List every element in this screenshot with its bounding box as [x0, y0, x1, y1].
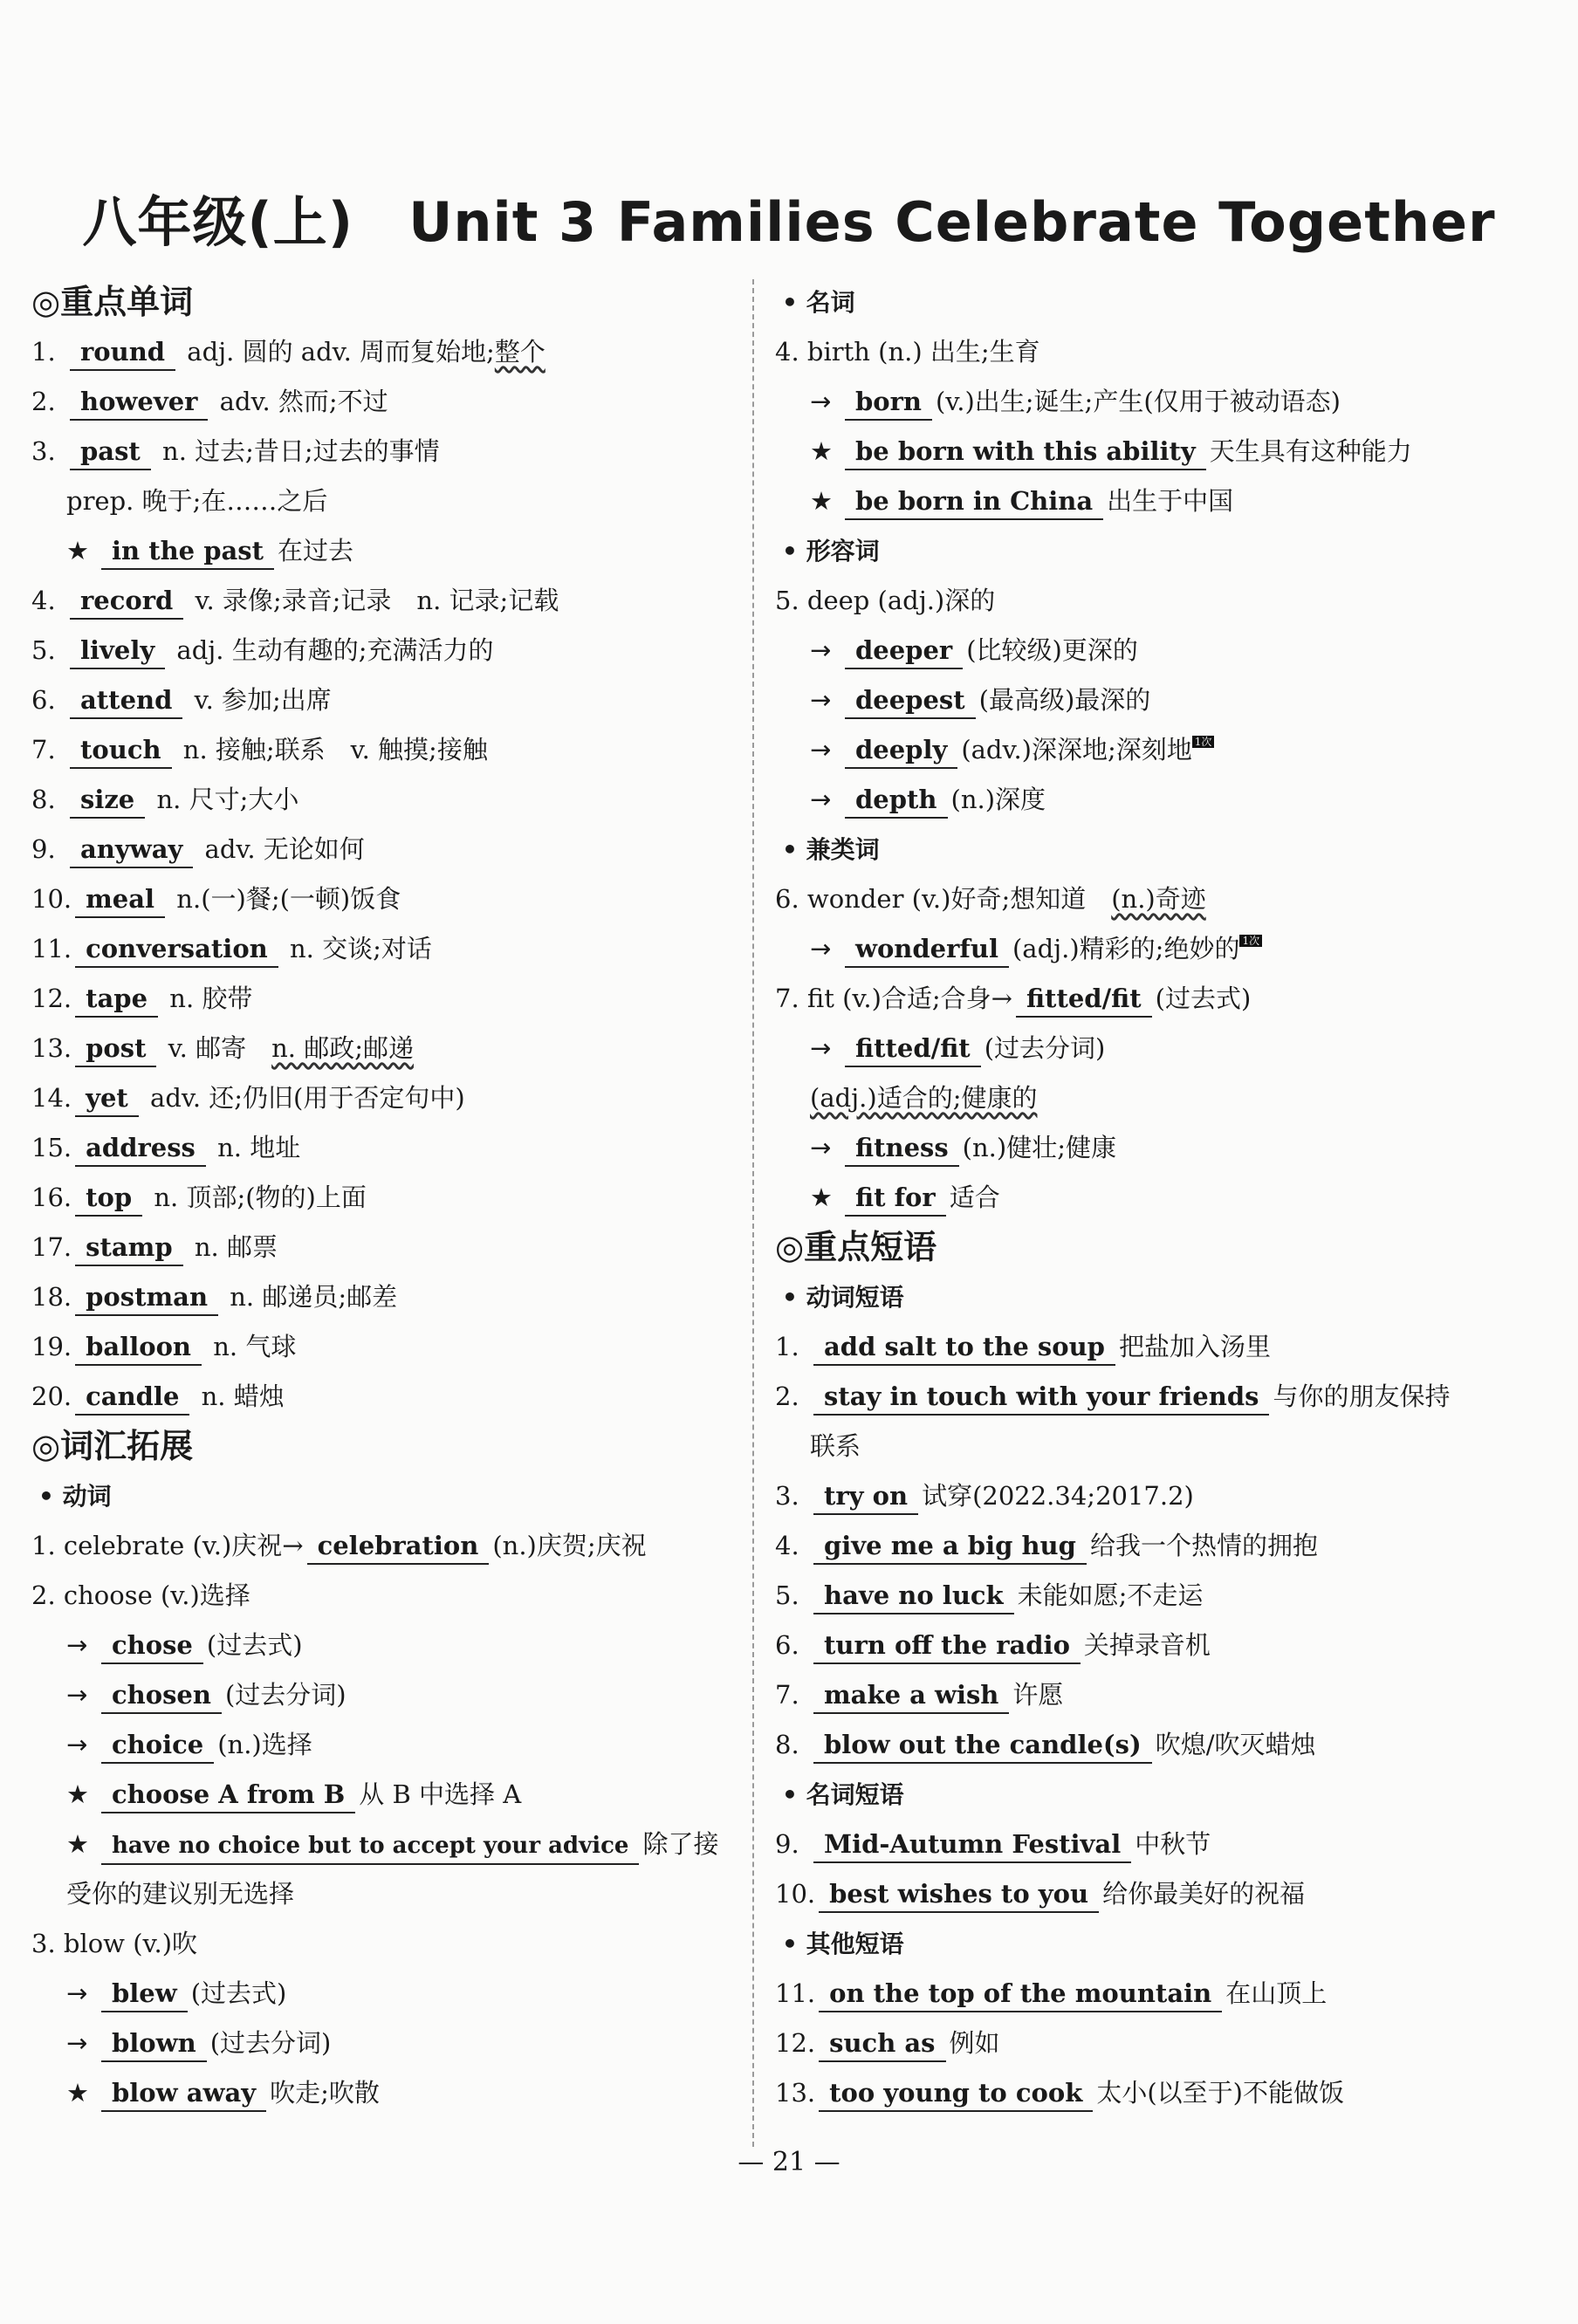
verb-phrase-list — [775, 1322, 1543, 1770]
arrow-icon: → — [66, 1730, 88, 1759]
answer-blank: address — [75, 1130, 206, 1167]
item-number: 13. — [31, 1033, 72, 1063]
section-vocab-expansion — [31, 1422, 730, 1471]
item-number: 19. — [31, 1332, 72, 1361]
answer-blank: size — [70, 782, 145, 819]
subheading-verb-phrases: • 动词短语 — [782, 1283, 904, 1312]
circle-icon: ◎ — [775, 1228, 805, 1266]
list-item-continuation: 联系 — [810, 1431, 861, 1461]
answer-blank: deepest — [845, 682, 976, 719]
item-text: v. 参加;出席 — [186, 685, 332, 715]
frequency-badge: 1次 — [1239, 935, 1262, 947]
answer-blank: make a wish — [813, 1677, 1009, 1714]
list-item — [775, 2068, 1543, 2118]
answer-blank: blow away — [101, 2075, 266, 2112]
item-text: adj. 生动有趣的;充满活力的 — [168, 635, 494, 665]
answer-blank: too young to cook — [819, 2075, 1093, 2112]
item-number: 5. — [775, 1580, 799, 1610]
section-key-words — [31, 278, 730, 327]
item-number: 9. — [775, 1829, 799, 1859]
list-item-continuation: 受你的建议别无选择 — [66, 1879, 295, 1909]
star-icon: ★ — [66, 1829, 89, 1859]
item-text: adj. 圆的 adv. 周而复始地; — [179, 337, 495, 367]
item-text: 吹走;吹散 — [270, 2078, 380, 2108]
answer-blank: wonderful — [845, 931, 1009, 968]
list-item — [31, 1670, 730, 1720]
answer-blank: however — [70, 384, 208, 421]
subheading-other-phrases: • 其他短语 — [782, 1930, 904, 1958]
answer-blank: record — [70, 583, 183, 620]
item-text: 在山顶上 — [1225, 1978, 1328, 2008]
item-text: n. 交谈;对话 — [281, 934, 432, 963]
answer-blank: fitted/fit — [1016, 981, 1152, 1018]
list-item — [775, 1024, 1543, 1073]
answer-blank: choose A from B — [101, 1777, 355, 1813]
list-item — [775, 1521, 1543, 1571]
answer-blank: on the top of the mountain — [819, 1976, 1222, 2012]
answer-blank: candle — [75, 1379, 189, 1416]
item-text: adv. 然而;不过 — [211, 387, 388, 416]
answer-blank: fitted/fit — [845, 1031, 981, 1067]
answer-blank: chosen — [101, 1677, 222, 1714]
item-text: (过去式) — [1155, 984, 1252, 1013]
answer-blank: anyway — [70, 832, 193, 868]
list-item: 3. blow (v.)吹 — [31, 1929, 198, 1958]
answer-blank: top — [75, 1180, 142, 1217]
list-item — [31, 576, 730, 626]
list-item — [31, 924, 730, 974]
star-icon: ★ — [66, 536, 89, 566]
list-item — [31, 1372, 730, 1422]
item-number: 11. — [31, 934, 72, 963]
list-item — [775, 974, 1543, 1024]
answer-blank: attend — [70, 682, 182, 719]
arrow-icon: → — [810, 934, 832, 963]
list-item — [775, 1969, 1543, 2019]
left-column — [31, 278, 730, 2118]
subheading-adjectives: • 形容词 — [782, 537, 880, 566]
item-number: 6. — [31, 685, 56, 715]
star-icon: ★ — [810, 436, 833, 466]
item-text: (n.)健壮;健康 — [962, 1133, 1116, 1162]
item-text: n. 气球 — [205, 1332, 297, 1361]
item-text: 除了接 — [642, 1829, 719, 1859]
list-item — [775, 427, 1543, 476]
answer-blank: turn off the radio — [813, 1628, 1081, 1664]
item-text: n. 尺寸;大小 — [148, 785, 299, 814]
list-item — [31, 476, 730, 526]
list-item — [31, 1969, 730, 2019]
list-item — [775, 1869, 1543, 1919]
list-item — [31, 1720, 730, 1770]
item-text: 给你最美好的祝福 — [1102, 1879, 1306, 1909]
list-item — [31, 1123, 730, 1173]
circle-icon: ◎ — [31, 283, 61, 321]
list-item — [31, 327, 730, 377]
item-text: 给我一个热情的拥抱 — [1089, 1531, 1318, 1560]
answer-blank: give me a big hug — [813, 1528, 1087, 1565]
arrow-icon: → — [810, 785, 832, 814]
item-text: (过去式) — [190, 1978, 287, 2008]
answer-blank: blew — [101, 1976, 188, 2012]
answer-blank: touch — [70, 732, 172, 769]
page-title: 八年级(上) Unit 3 Families Celebrate Together — [82, 190, 1496, 254]
answer-blank: have no choice but to accept your advice — [101, 1828, 639, 1865]
item-number: 13. — [775, 2078, 816, 2108]
answer-blank: blown — [101, 2026, 207, 2062]
list-item — [31, 377, 730, 427]
list-item — [31, 725, 730, 775]
item-text: n. 邮票 — [186, 1232, 278, 1262]
item-number: 9. — [31, 834, 56, 864]
list-item — [775, 1820, 1543, 1869]
item-text: n. 接触;联系 v. 触摸;接触 — [175, 735, 488, 764]
answer-blank: depth — [845, 782, 948, 819]
list-item — [775, 1322, 1543, 1372]
item-number: 1. — [775, 1332, 799, 1361]
arrow-icon: → — [810, 1033, 832, 1063]
answer-blank: balloon — [75, 1329, 202, 1366]
list-item — [31, 1770, 730, 1820]
answer-blank: try on — [813, 1478, 918, 1515]
answer-blank: conversation — [75, 931, 278, 968]
star-icon: ★ — [66, 2078, 89, 2108]
list-item — [31, 1621, 730, 1670]
answer-blank: past — [70, 434, 151, 470]
list-item — [775, 675, 1543, 725]
arrow-icon: → — [810, 685, 832, 715]
item-text: (比较级)更深的 — [966, 635, 1138, 665]
item-text: n. 胶带 — [161, 984, 253, 1013]
item-text: 中秋节 — [1135, 1829, 1211, 1859]
item-text: 太小(以至于)不能做饭 — [1096, 2078, 1344, 2108]
item-number: 10. — [775, 1879, 816, 1909]
item-number: 15. — [31, 1133, 72, 1162]
item-text: adv. 无论如何 — [196, 834, 365, 864]
answer-blank: be born in China — [845, 483, 1103, 520]
answer-blank: have no luck — [813, 1578, 1014, 1614]
list-item — [31, 2068, 730, 2118]
item-text: 关掉录音机 — [1083, 1630, 1211, 1660]
item-text: prep. 晚于;在……之后 — [66, 486, 328, 516]
answer-blank: postman — [75, 1279, 218, 1316]
item-number: 12. — [31, 984, 72, 1013]
item-number: 4. — [31, 586, 56, 615]
wavy-underlined-text: (adj.)适合的;健康的 — [810, 1083, 1038, 1113]
list-item — [775, 1670, 1543, 1720]
item-text: (n.)庆贺;庆祝 — [492, 1531, 647, 1560]
list-item — [31, 1272, 730, 1322]
arrow-icon: → — [810, 735, 832, 764]
item-number: 3. — [775, 1481, 799, 1511]
list-item — [31, 675, 730, 725]
star-icon: ★ — [810, 486, 833, 516]
item-text: 6. wonder (v.)好奇;想知道 — [775, 884, 1112, 914]
item-text: v. 邮寄 — [160, 1033, 272, 1063]
item-text: n. 蜡烛 — [193, 1381, 285, 1411]
item-number: 3. — [31, 436, 56, 466]
list-item — [775, 1123, 1543, 1173]
list-item — [31, 427, 730, 476]
item-text: 1. celebrate (v.)庆祝→ — [31, 1531, 304, 1560]
answer-blank: fit for — [845, 1180, 946, 1217]
frequency-badge: 1次 — [1192, 736, 1215, 748]
item-text: 7. fit (v.)合适;合身→ — [775, 984, 1012, 1013]
list-item — [775, 1173, 1543, 1223]
subheading-multi-class: • 兼类词 — [782, 835, 880, 864]
item-text: (过去分词) — [224, 1680, 346, 1710]
item-number: 7. — [31, 735, 56, 764]
answer-blank: such as — [819, 2026, 945, 2062]
list-item — [31, 2019, 730, 2068]
item-text: n.(一)餐;(一顿)饭食 — [168, 884, 401, 914]
list-item — [31, 974, 730, 1024]
item-text: 出生于中国 — [1107, 486, 1234, 516]
item-number: 5. — [31, 635, 56, 665]
item-text: 把盐加入汤里 — [1118, 1332, 1271, 1361]
list-item — [31, 775, 730, 825]
wavy-underlined-text: 整个 — [494, 337, 545, 367]
list-item — [775, 1571, 1543, 1621]
answer-blank: best wishes to you — [819, 1876, 1099, 1913]
list-item — [31, 874, 730, 924]
item-text: n. 过去;昔日;过去的事情 — [154, 436, 440, 466]
item-number: 2. — [31, 387, 56, 416]
item-text: (n.)选择 — [217, 1730, 312, 1759]
answer-blank: add salt to the soup — [813, 1329, 1115, 1366]
answer-blank: born — [845, 384, 932, 421]
item-number: 6. — [775, 1630, 799, 1660]
wavy-underlined-text: (n.)奇迹 — [1111, 884, 1206, 914]
arrow-icon: → — [810, 1133, 832, 1162]
arrow-icon: → — [66, 1680, 88, 1710]
item-text: (v.)出生;诞生;产生(仅用于被动语态) — [935, 387, 1341, 416]
arrow-icon: → — [66, 2028, 88, 2058]
section-key-phrases — [775, 1223, 1543, 1272]
list-item: 4. birth (n.) 出生;生育 — [775, 337, 1040, 367]
item-text: (adv.)深深地;深刻地 — [961, 735, 1192, 764]
answer-blank: deeply — [845, 732, 957, 769]
list-item — [775, 1372, 1543, 1422]
list-item — [775, 1720, 1543, 1770]
list-item — [775, 1621, 1543, 1670]
item-text: 未能如愿;不走运 — [1017, 1580, 1204, 1610]
item-text: adv. 还;仍旧(用于否定句中) — [141, 1083, 465, 1113]
item-number: 12. — [775, 2028, 816, 2058]
item-text: 适合 — [949, 1183, 1000, 1212]
item-number: 2. — [775, 1381, 799, 1411]
star-icon: ★ — [66, 1779, 89, 1809]
item-number: 4. — [775, 1531, 799, 1560]
list-item — [775, 626, 1543, 675]
list-item — [31, 1521, 730, 1571]
item-number: 18. — [31, 1282, 72, 1312]
column-divider — [752, 279, 754, 2147]
answer-blank: lively — [70, 633, 165, 669]
answer-blank: stamp — [75, 1230, 182, 1266]
item-number: 7. — [775, 1680, 799, 1710]
list-item — [775, 476, 1543, 526]
list-item — [31, 526, 730, 576]
item-text: n. 地址 — [209, 1133, 301, 1162]
section-title: 重点短语 — [804, 1228, 937, 1266]
answer-blank: chose — [101, 1628, 203, 1664]
section-title: 重点单词 — [60, 283, 194, 321]
item-text: 在过去 — [278, 536, 354, 566]
item-text: 与你的朋友保持 — [1273, 1381, 1451, 1411]
list-item — [775, 1073, 1543, 1123]
answer-blank: tape — [75, 981, 158, 1018]
item-text: 试穿(2022.34;2017.2) — [922, 1481, 1194, 1511]
list-item — [31, 825, 730, 874]
item-text: (n.)深度 — [950, 785, 1046, 814]
item-text: 从 B 中选择 A — [359, 1779, 522, 1809]
item-text: (最高级)最深的 — [978, 685, 1151, 715]
answer-blank: stay in touch with your friends — [813, 1379, 1269, 1416]
key-word-list — [31, 327, 730, 1422]
list-item — [775, 725, 1543, 775]
answer-blank: fitness — [845, 1130, 959, 1167]
answer-blank: celebration — [307, 1528, 490, 1565]
list-item — [31, 626, 730, 675]
item-number: 10. — [31, 884, 72, 914]
item-text: 天生具有这种能力 — [1209, 436, 1412, 466]
item-text: n. 邮递员;邮差 — [222, 1282, 398, 1312]
answer-blank: post — [75, 1031, 156, 1067]
list-item: 2. choose (v.)选择 — [31, 1580, 250, 1610]
list-item — [31, 1820, 730, 1869]
answer-blank: deeper — [845, 633, 963, 669]
item-number: 16. — [31, 1183, 72, 1212]
arrow-icon: → — [810, 635, 832, 665]
list-item — [775, 775, 1543, 825]
answer-blank: in the past — [101, 533, 274, 570]
answer-blank: yet — [75, 1080, 139, 1117]
arrow-icon: → — [66, 1630, 88, 1660]
answer-blank: be born with this ability — [845, 434, 1206, 470]
subheading-noun-phrases: • 名词短语 — [782, 1780, 904, 1809]
item-number: 11. — [775, 1978, 816, 2008]
item-text: 吹熄/吹灭蜡烛 — [1155, 1730, 1316, 1759]
arrow-icon: → — [810, 387, 832, 416]
list-item — [775, 874, 1543, 924]
item-number: 8. — [31, 785, 56, 814]
item-text: v. 录像;录音;记录 n. 记录;记载 — [187, 586, 559, 615]
answer-blank: meal — [75, 881, 165, 918]
list-item — [31, 1024, 730, 1073]
item-number: 14. — [31, 1083, 72, 1113]
item-text: (过去分词) — [209, 2028, 332, 2058]
list-item — [775, 377, 1543, 427]
item-text: (过去分词) — [984, 1033, 1106, 1063]
list-item: 5. deep (adj.)深的 — [775, 586, 996, 615]
circle-icon: ◎ — [31, 1427, 61, 1465]
item-number: 1. — [31, 337, 56, 367]
item-number: 17. — [31, 1232, 72, 1262]
right-column — [775, 278, 1543, 2118]
item-number: 8. — [775, 1730, 799, 1759]
answer-blank: Mid-Autumn Festival — [813, 1827, 1131, 1863]
list-item — [31, 1073, 730, 1123]
wavy-underlined-text: n. 邮政;邮递 — [271, 1033, 414, 1063]
list-item — [775, 1471, 1543, 1521]
page-number: — 21 — — [738, 2147, 840, 2177]
answer-blank: choice — [101, 1727, 214, 1764]
subheading-nouns: • 名词 — [782, 288, 855, 317]
list-item — [775, 2019, 1543, 2068]
list-item — [775, 924, 1543, 974]
item-number: 20. — [31, 1381, 72, 1411]
section-title: 词汇拓展 — [60, 1427, 194, 1465]
answer-blank: blow out the candle(s) — [813, 1727, 1152, 1764]
subheading-verbs: • 动词 — [38, 1482, 112, 1511]
star-icon: ★ — [810, 1183, 833, 1212]
item-text: (adj.)精彩的;绝妙的 — [1012, 934, 1240, 963]
list-item — [31, 1173, 730, 1223]
answer-blank: round — [70, 334, 175, 371]
item-text: n. 顶部;(物的)上面 — [146, 1183, 367, 1212]
list-item — [31, 1322, 730, 1372]
list-item — [31, 1223, 730, 1272]
item-text: 许愿 — [1012, 1680, 1064, 1710]
item-text: (过去式) — [206, 1630, 303, 1660]
item-text: 例如 — [949, 2028, 1000, 2058]
arrow-icon: → — [66, 1978, 88, 2008]
